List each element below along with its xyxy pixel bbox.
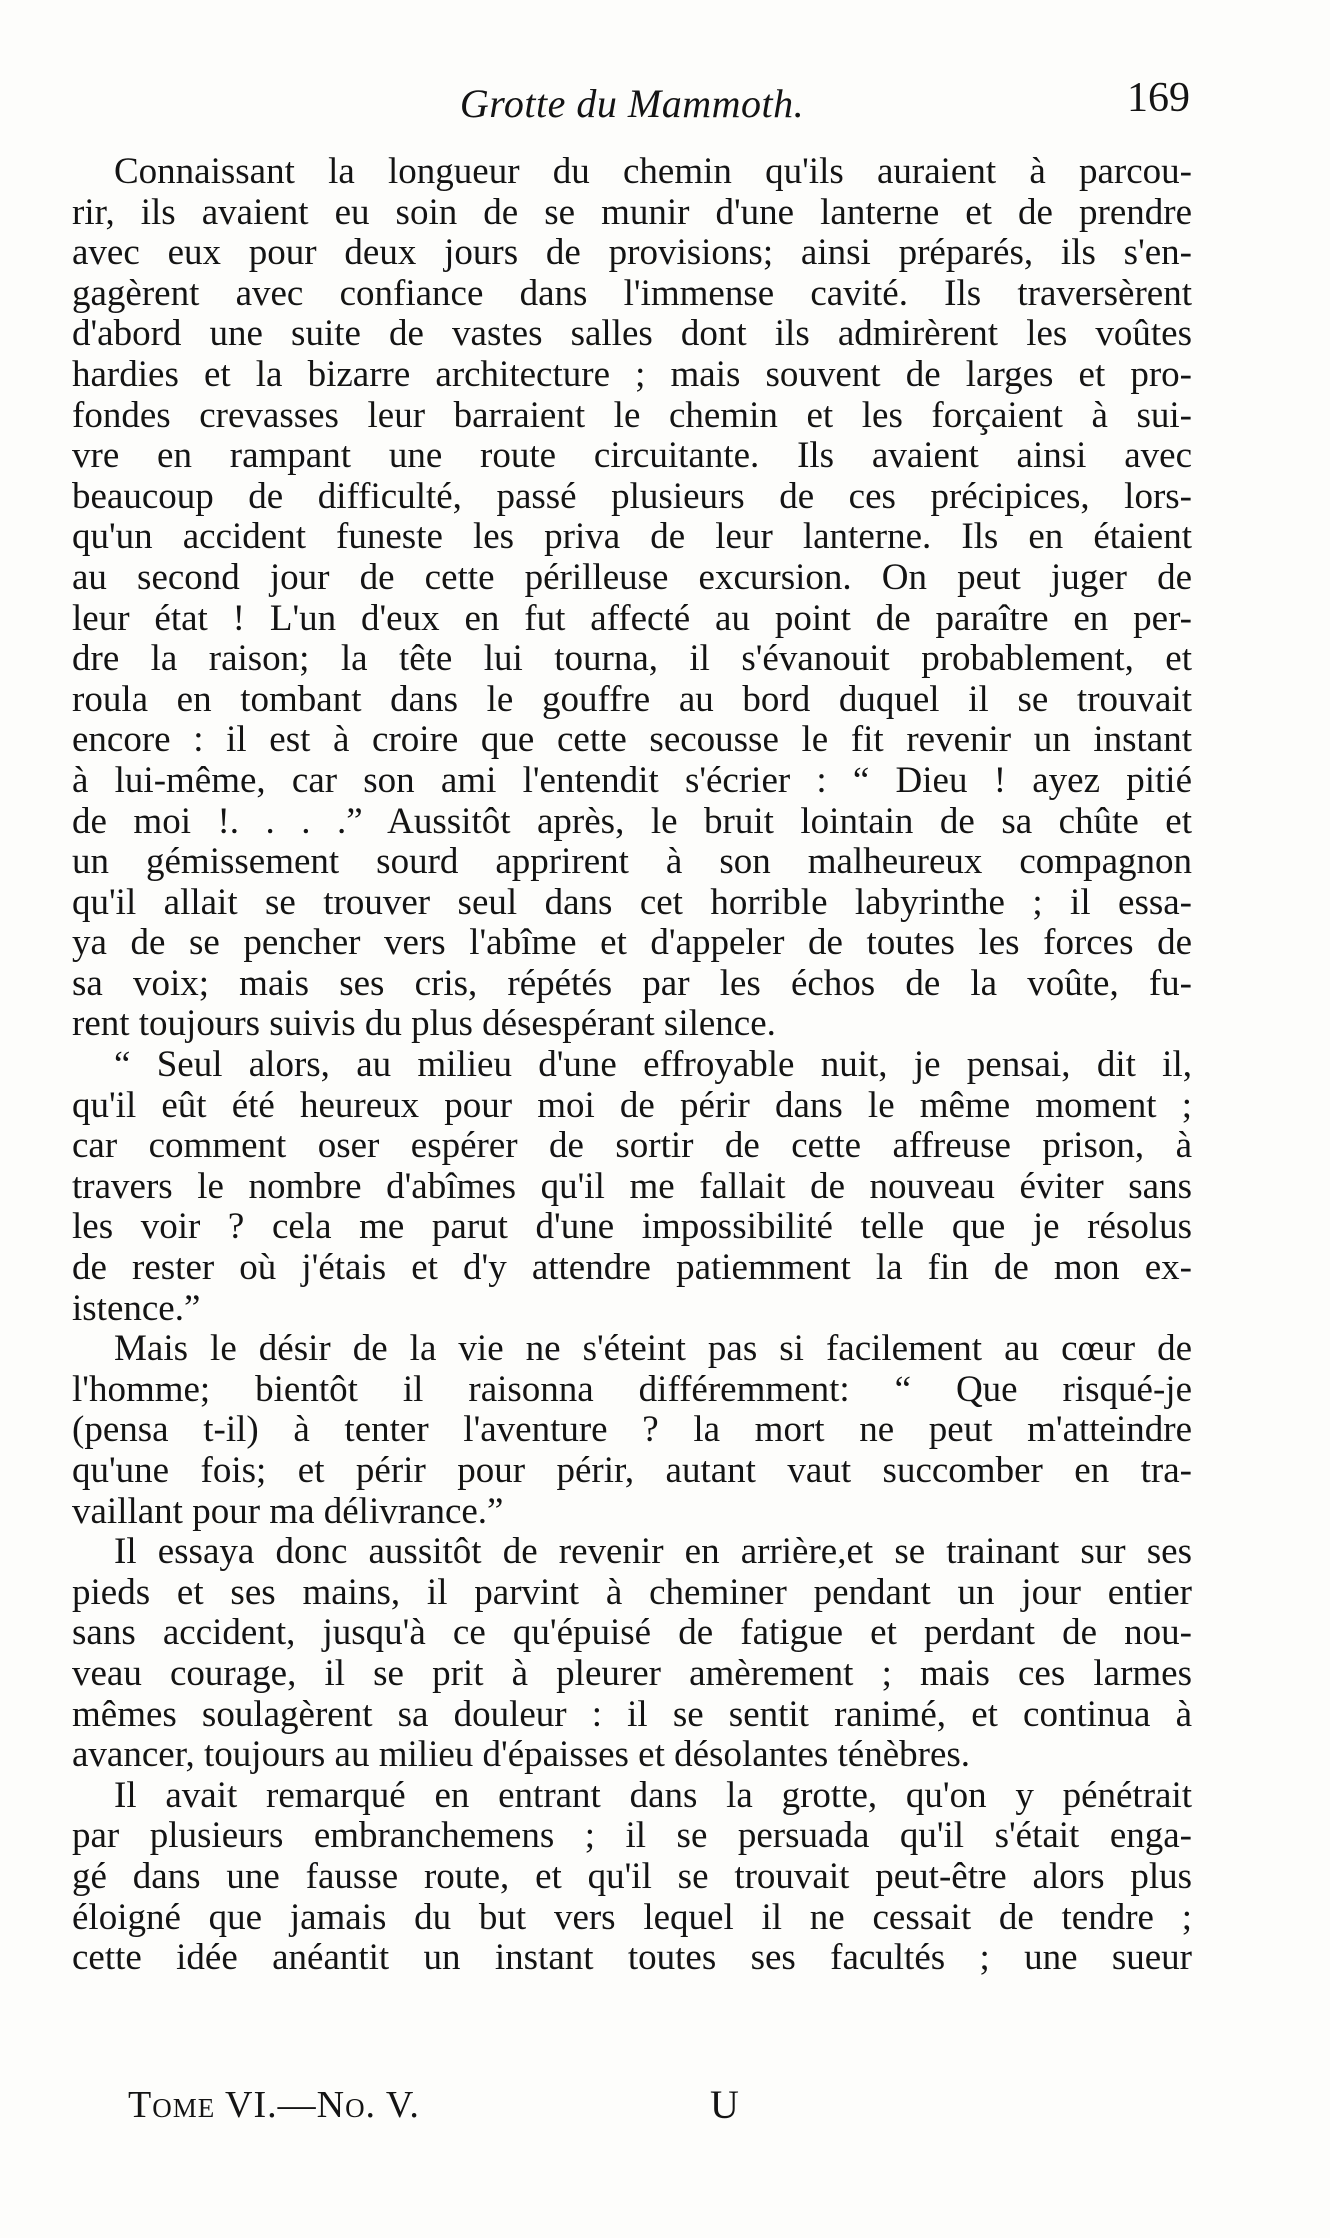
text-line: gé dans une fausse route, et qu'il se trouvait peut-être alors plus — [72, 1855, 1192, 1897]
text-line: ya de se pencher vers l'abîme et d'appeler de toutes les forces de — [72, 922, 1192, 964]
text-line: cette idée anéantit un instant toutes ses facultés ; une sueur — [72, 1937, 1192, 1979]
text-line: qu'il eût été heureux pour moi de périr dans le même moment ; — [72, 1084, 1192, 1126]
text-line: rent toujours suivis du plus désespérant silence. — [72, 1003, 776, 1045]
text-line: de rester où j'étais et d'y attendre patiemment la fin de mon ex- — [72, 1247, 1192, 1289]
text-line: encore : il est à croire que cette secousse le fit revenir un instant — [72, 719, 1192, 761]
text-line: qu'un accident funeste les priva de leur lanterne. Ils en étaient — [72, 516, 1192, 558]
text-line: par plusieurs embranchemens ; il se persuada qu'il s'était enga- — [72, 1815, 1192, 1857]
text-line: (pensa t-il) à tenter l'aventure ? la mort ne peut m'atteindre — [72, 1409, 1192, 1451]
running-title: Grotte du Mammoth. — [459, 81, 805, 126]
page-footer — [128, 2080, 1192, 2130]
text-line: pieds et ses mains, il parvint à cheminer pendant un jour entier — [72, 1571, 1192, 1613]
text-line: beaucoup de difficulté, passé plusieurs de ces précipices, lors- — [72, 475, 1192, 517]
book-page — [72, 72, 1192, 2172]
page-number: 169 — [1127, 75, 1190, 121]
text-line: vre en rampant une route circuitante. Ils avaient ainsi avec — [72, 435, 1192, 477]
text-line: hardies et la bizarre architecture ; mais souvent de larges et pro- — [72, 353, 1192, 395]
text-line: Connaissant la longueur du chemin qu'ils auraient à parcou- — [114, 151, 1192, 192]
text-line: mêmes soulagèrent sa douleur : il se sentit ranimé, et continua à — [72, 1693, 1192, 1735]
text-line: avec eux pour deux jours de provisions; ainsi préparés, ils s'en- — [72, 232, 1192, 274]
text-line: Mais le désir de la vie ne s'éteint pas si facilement au cœur de — [114, 1328, 1192, 1370]
text-line: Il essaya donc aussitôt de revenir en arrière,et se trainant sur ses — [114, 1531, 1192, 1573]
text-line: de moi !. . . .” Aussitôt après, le bruit lointain de sa chûte et — [72, 800, 1192, 842]
text-line: rir, ils avaient eu soin de se munir d'une lanterne et de prendre — [72, 191, 1192, 233]
text-line: au second jour de cette périlleuse excursion. On peut juger de — [72, 556, 1192, 598]
text-line: sa voix; mais ses cris, répétés par les échos de la voûte, fu- — [72, 962, 1192, 1004]
text-line: sans accident, jusqu'à ce qu'épuisé de fatigue et perdant de nou- — [72, 1612, 1192, 1654]
text-line: les voir ? cela me parut d'une impossibilité telle que je résolus — [72, 1206, 1192, 1248]
text-line: gagèrent avec confiance dans l'immense cavité. Ils traversèrent — [72, 272, 1192, 314]
text-line: l'homme; bientôt il raisonna différemment: “ Que risqué-je — [72, 1368, 1192, 1410]
running-head — [72, 72, 1192, 142]
text-line: leur état ! L'un d'eux en fut affecté au point de paraître en per- — [72, 597, 1192, 639]
text-line: vaillant pour ma délivrance.” — [72, 1490, 504, 1532]
text-line: roula en tombant dans le gouffre au bord duquel il se trouvait — [72, 678, 1192, 720]
volume-number: Tome VI.—No. V. — [128, 2084, 420, 2126]
text-line: fondes crevasses leur barraient le chemin et les forçaient à sui- — [72, 394, 1192, 436]
text-line: un gémissement sourd apprirent à son malheureux compagnon — [72, 841, 1192, 883]
text-line: d'abord une suite de vastes salles dont ils admirèrent les voûtes — [72, 313, 1192, 355]
text-line: veau courage, il se prit à pleurer amèrement ; mais ces larmes — [72, 1652, 1192, 1694]
signature-mark: U — [710, 2082, 740, 2127]
text-line: travers le nombre d'abîmes qu'il me fallait de nouveau éviter sans — [72, 1165, 1192, 1207]
text-line: “ Seul alors, au milieu d'une effroyable nuit, je pensai, dit il, — [114, 1044, 1192, 1086]
text-line: dre la raison; la tête lui tourna, il s'évanouit probablement, et — [72, 638, 1192, 680]
text-line: à lui-même, car son ami l'entendit s'écrier : “ Dieu ! ayez pitié — [72, 759, 1192, 801]
text-line: istence.” — [72, 1287, 201, 1329]
text-line: avancer, toujours au milieu d'épaisses et désolantes ténèbres. — [72, 1734, 971, 1776]
text-line: qu'une fois; et périr pour périr, autant vaut succomber en tra- — [72, 1450, 1192, 1491]
text-line: qu'il allait se trouver seul dans cet horrible labyrinthe ; il essa- — [72, 881, 1192, 923]
text-line: car comment oser espérer de sortir de cette affreuse prison, à — [72, 1125, 1192, 1167]
text-line: Il avait remarqué en entrant dans la grotte, qu'on y pénétrait — [114, 1774, 1192, 1816]
text-line: éloigné que jamais du but vers lequel il ne cessait de tendre ; — [72, 1896, 1192, 1938]
body-text — [72, 152, 1192, 1979]
